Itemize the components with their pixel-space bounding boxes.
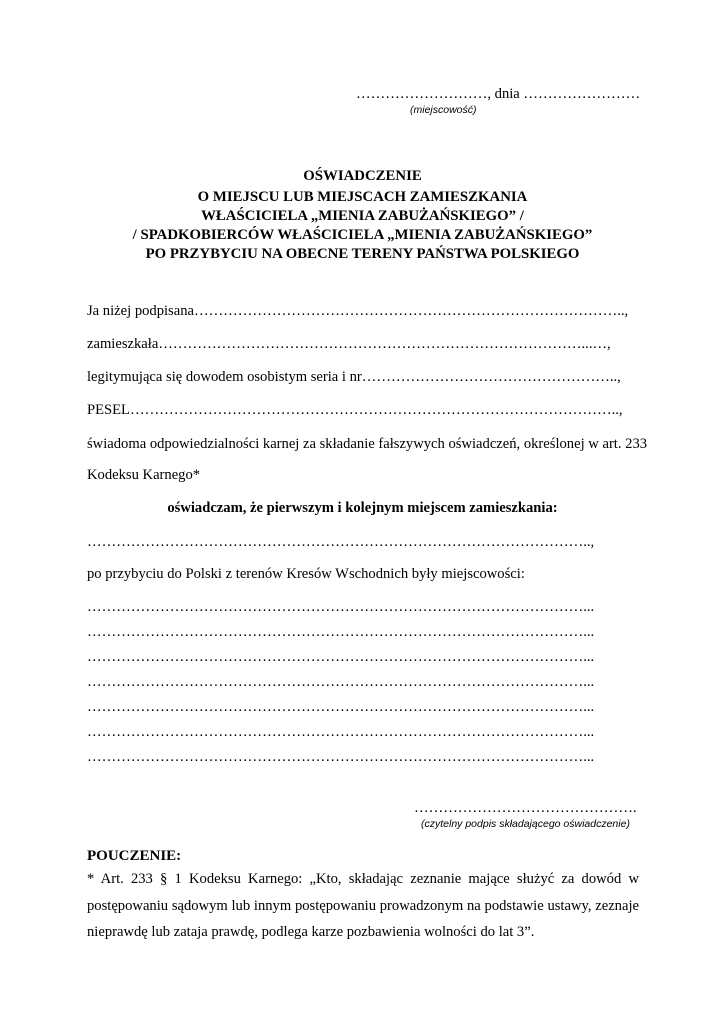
title-line-3: WŁAŚCICIELA „MIENIA ZABUŻAŃSKIEGO” / — [201, 208, 524, 224]
place-caption: (miejscowość) — [410, 104, 477, 116]
title-line-5: PO PRZYBYCIU NA OBECNE TERENY PAŃSTWA POLSKIEGO — [145, 246, 580, 262]
place-entry-field[interactable]: …………………………………………………………………………………………... — [87, 749, 595, 765]
id-document-field[interactable]: legitymująca się dowodem osobistym seria i nr…………………………………………….., — [87, 369, 621, 385]
awareness-statement-line-1: świadoma odpowiedzialności karnej za składanie fałszywych oświadczeń, określonej w art. 233 — [87, 436, 648, 452]
place-date-line[interactable]: ………………………, dnia …………………… — [356, 86, 641, 102]
declaration-heading: oświadczam, że pierwszym i kolejnym miejscem zamieszkania: — [167, 500, 558, 516]
place-entry-field[interactable]: …………………………………………………………………………………………... — [87, 699, 595, 715]
signature-line[interactable]: ………………………………………. — [414, 800, 637, 816]
signer-name-field[interactable]: Ja niżej podpisana…………………………………………………………………………….., — [87, 303, 629, 319]
awareness-statement-line-2: Kodeksu Karnego* — [87, 467, 201, 483]
signature-caption: (czytelny podpis składającego oświadczenie) — [421, 818, 630, 830]
title-line-1: OŚWIADCZENIE — [303, 168, 422, 184]
pesel-field[interactable]: PESEL……………………………………………………………………………………….., — [87, 402, 623, 418]
title-line-2: O MIEJSCU LUB MIEJSCACH ZAMIESZKANIA — [197, 189, 528, 205]
residence-field[interactable]: zamieszkała……………………………………………………………………………...…, — [87, 336, 611, 352]
title-line-4: / SPADKOBIERCÓW WŁAŚCICIELA „MIENIA ZABUŻAŃSKIEGO” — [132, 227, 593, 243]
instruction-text: * Art. 233 § 1 Kodeksu Karnego: „Kto, składając zeznanie mające służyć za dowód w postępowaniu sądowym lub innym postępowaniu prowadzonym na podstawie ustawy, zeznaje nieprawdę lub zataja prawdę, podlega karze pozbawienia wolności do lat 3”. — [87, 871, 639, 940]
instruction-heading: POUCZENIE: — [87, 848, 182, 864]
place-entry-field[interactable]: …………………………………………………………………………………………... — [87, 649, 595, 665]
place-entry-field[interactable]: …………………………………………………………………………………………... — [87, 599, 595, 615]
first-place-field[interactable]: ………………………………………………………………………………………….., — [87, 534, 595, 550]
after-arrival-text: po przybyciu do Polski z terenów Kresów Wschodnich były miejscowości: — [87, 566, 525, 582]
place-entry-field[interactable]: …………………………………………………………………………………………... — [87, 624, 595, 640]
place-entry-field[interactable]: …………………………………………………………………………………………... — [87, 724, 595, 740]
place-entry-field[interactable]: …………………………………………………………………………………………... — [87, 674, 595, 690]
